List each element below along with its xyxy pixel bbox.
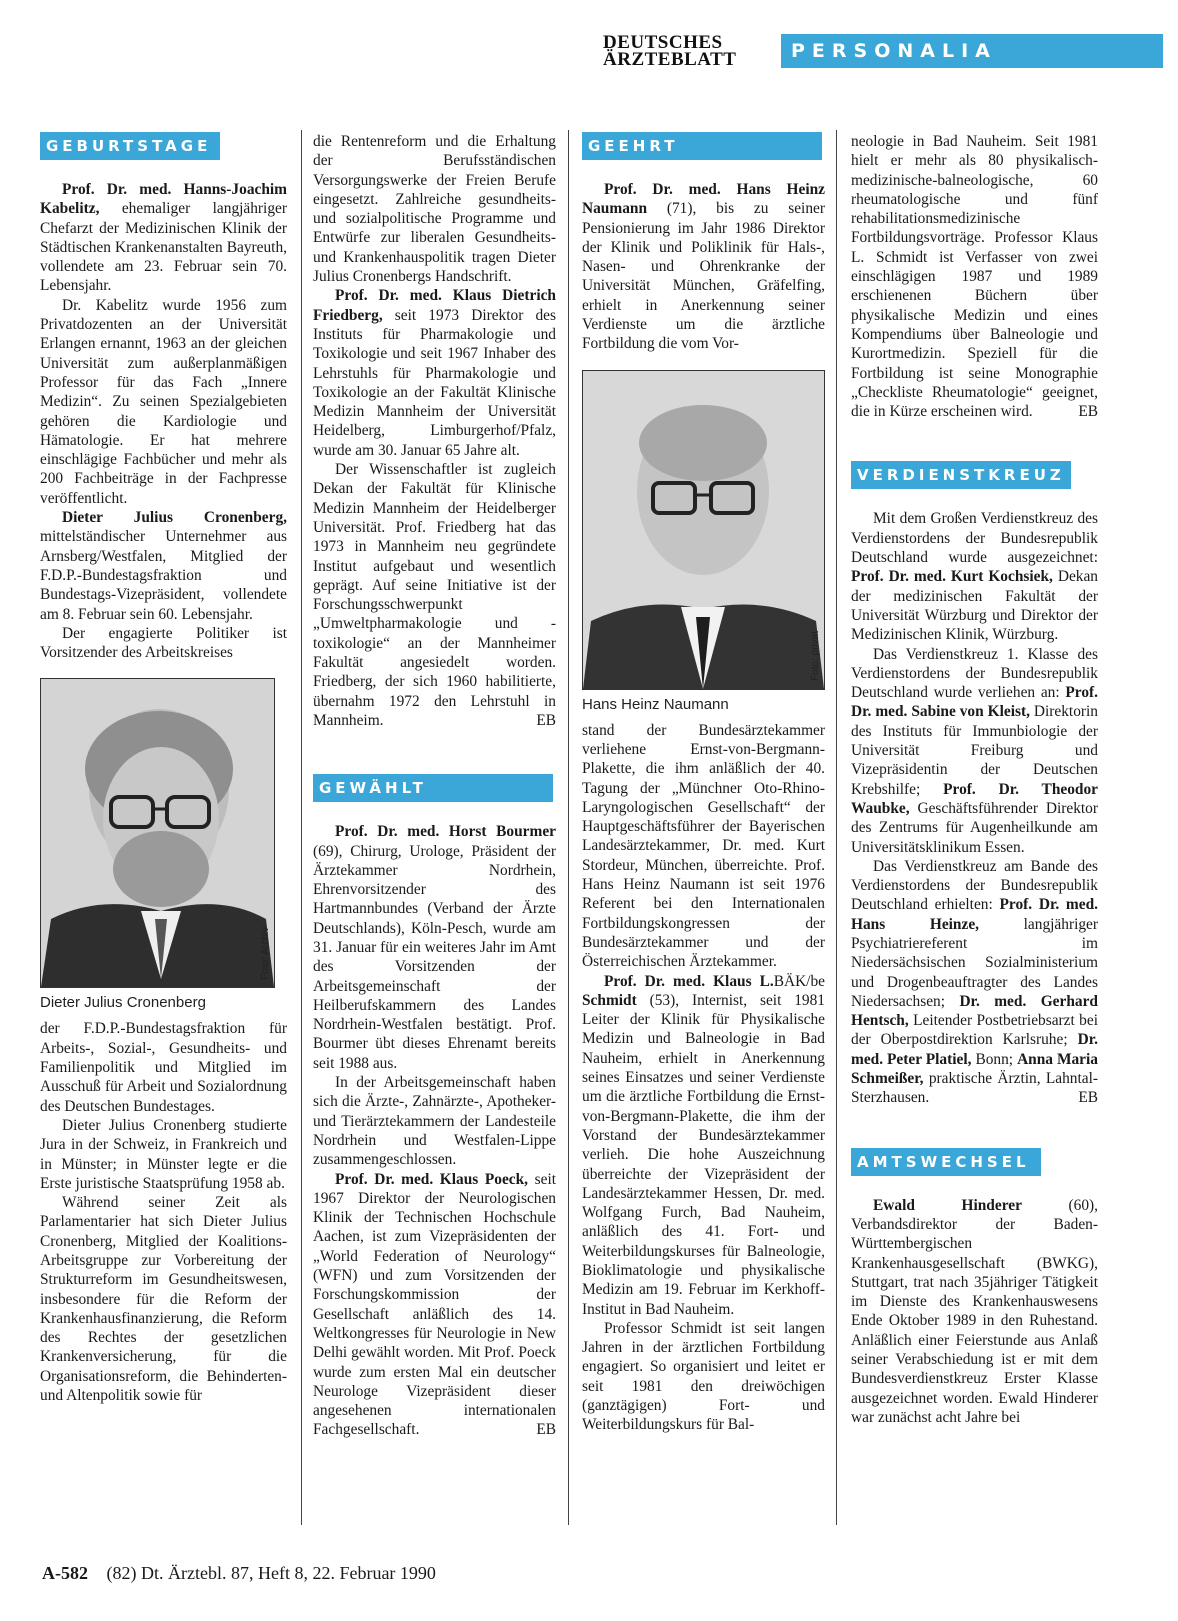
portrait-image bbox=[41, 679, 274, 987]
person-name: Prof. Dr. med. Hanns-Joachim Kabelitz, bbox=[40, 181, 287, 218]
section-header-verdienstkreuz: VERDIENSTKREUZ bbox=[851, 461, 1071, 489]
section-header-geehrt: GEEHRT bbox=[582, 132, 822, 160]
person-name: Dieter Julius Cronenberg, bbox=[62, 509, 287, 527]
person-name: Prof. Dr. med. Klaus Dietrich Friedberg, bbox=[313, 287, 556, 324]
column-2 bbox=[313, 132, 556, 1440]
article-paragraph: Professor Schmidt ist seit langen Jahren in der ärztlichen Fortbildung engagiert. So organisiert und leitet er seit 1981 den dreiwöchigen (ganztägigen) Fort- und Weiterbildungskurs für Bal- bbox=[582, 1319, 825, 1434]
article-paragraph: die Rentenreform und die Erhaltung der Berufsständischen Versorgungswerke der Freien Berufe eingesetzt. Zahlreiche gesundheits- und sozialpolitische Programme und Entwürfe zur liberalen Gesundheits- und Krankenhauspolitik tragen Dieter Julius Cronenbergs Handschrift. bbox=[313, 133, 556, 286]
column-rule bbox=[836, 130, 837, 1525]
page-number: A-582 bbox=[42, 1563, 88, 1583]
portrait-photo-naumann bbox=[582, 370, 825, 690]
article-paragraph: Prof. Dr. med. Klaus Dietrich Friedberg, seit 1973 Direktor des Instituts für Pharmakologie und Toxikologie und seit 1967 Inhaber des Lehrstuhls für Pharmakologie und Toxikologie an der Fakultät Klinische Medizin Mannheim der Universität Heidelberg, Limburgerhof/Pfalz, wurde am 30. Januar 65 Jahre alt. bbox=[313, 287, 556, 459]
person-name: Prof. Dr. med. Sabine von Kleist, bbox=[851, 684, 1098, 721]
author-signature: BÄK/be bbox=[773, 972, 825, 990]
logo-line-1: DEUTSCHES bbox=[603, 32, 723, 53]
article-paragraph: Dieter Julius Cronenberg, mittelständischer Unternehmer aus Arnsberg/Westfalen, Mitglied der F.D.P.-Bundestagsfraktion und Bundestags-Vizepräsident, vollendete am 8. Februar sein 60. Lebensjahr. bbox=[40, 509, 287, 623]
person-name: Dr. med. Gerhard Hentsch, bbox=[851, 992, 1098, 1030]
person-name: Ewald Hinderer bbox=[873, 1196, 1022, 1214]
article-paragraph: Prof. Dr. med. Hanns-Joachim Kabelitz, ehemaliger langjähriger Chefarzt der Medizinischen Klinik der Städtischen Krankenanstalten Bayreuth, vollendete am 23. Februar sein 70. Lebensjahr. bbox=[40, 181, 287, 295]
article-paragraph: Der engagierte Politiker ist Vorsitzender des Arbeitskreises bbox=[40, 624, 287, 662]
masthead bbox=[603, 34, 1163, 76]
page-footer bbox=[42, 1563, 436, 1584]
person-name: Prof. Dr. med. Klaus Poeck, bbox=[335, 1170, 529, 1188]
article-paragraph: stand der Bundesärztekammer verliehene Ernst-von-Bergmann-Plakette, die ihm anläßlich der 40. Tagung der „Münchner Oto-Rhino-Laryngologischen Gesellschaft“ der Hauptgeschäftsführer der Bayerischen Landesärztekammer, Dr. med. Kurt Stordeur, München, überreichte. Prof. Hans Heinz Naumann ist seit 1976 Referent bei den Internationalen Fortbildungskongressen der Bundesärztekammer und der Österreichischen Ärztekammer. BÄK/be bbox=[582, 721, 825, 990]
person-name: Prof. Dr. med. Hans Heinz Naumann bbox=[582, 181, 825, 218]
photo-credit: Foto: Archiv bbox=[260, 926, 271, 980]
person-name: Prof. Dr. med. Kurt Kochsiek, bbox=[851, 568, 1053, 586]
author-signature: EB bbox=[536, 1421, 556, 1439]
article-paragraph: Prof. Dr. med. Klaus Poeck, seit 1967 Direktor der Neurologischen Klinik der Technischen Hochschule Aachen, ist zum Vizepräsidenten der „World Federation of Neurology“ (WFN) und zum Vorsitzenden der Forschungskommission der Gesellschaft anläßlich des 14. Weltkongresses für Neurologie in New Delhi gewählt worden. Mit Prof. Poeck wurde zum ersten Mal ein deutscher Neurologe Vizepräsident dieser angesehenen internationalen Fachgesellschaft. EB bbox=[313, 1170, 556, 1439]
citation: (82) Dt. Ärztebl. 87, Heft 8, 22. Februar 1990 bbox=[106, 1563, 436, 1583]
column-3 bbox=[582, 132, 825, 1435]
article-paragraph: Mit dem Großen Verdienstkreuz des Verdienstordens der Bundesrepublik Deutschland wurde ausgezeichnet: Prof. Dr. med. Kurt Kochsiek, Dekan der medizinischen Fakultät der Universität Würzburg und Direktor der Medizinischen Klinik, Würzburg. bbox=[851, 510, 1099, 644]
person-name: Anna Maria Schmeißer, bbox=[851, 1050, 1098, 1088]
person-name: Prof. Dr. Theodor Waubke, bbox=[851, 780, 1098, 817]
article-paragraph: neologie in Bad Nauheim. Seit 1981 hielt er mehr als 80 physikalisch-medizinische-balneologische, 60 rheumatologische und fünf rehabilitationsmedizinische Fortbildungsvorträge. Professor Klaus L. Schmidt ist Verfasser von zwei einschlägigen 1987 und 1989 erschienenen Büchern über physikalische Medizin und eines Kompendiums über Balneologie und Kurortmedizin. Speziell für die Fortbildung ist seine Monographie „Checkliste Rheumatologie“ geeignet, die in Kürze erscheinen wird. EB bbox=[851, 133, 1098, 421]
column-4 bbox=[851, 132, 1098, 1427]
photo-credit: Foto: privat bbox=[810, 630, 821, 681]
person-name: Prof. Dr. med. Hans Heinze, bbox=[851, 896, 1098, 933]
article-paragraph: Prof. Dr. med. Klaus L. Schmidt (53), Internist, seit 1981 Leiter der Klinik für Physikalische Medizin und Balneologie in Bad Nauheim, erhielt in Anerkennung seines Einsatzes und seiner Verdienste um die ärztliche Fortbildung die Ernst-von-Bergmann-Plakette, die ihm der Vorstand der Bundesärztekammer verlieh. Die hohe Auszeichnung überreichte der Vizepräsident der Landesärztekammer Hessen, Dr. med. Wolfgang Furch, Bad Nauheim, anläßlich des 41. Fort- und Weiterbildungskurses für Balneologie, Bioklimatologie und physikalische Medizin am 19. Februar im Kerkhoff-Institut in Bad Nauheim. bbox=[582, 972, 825, 1318]
section-banner: PERSONALIA bbox=[781, 34, 1163, 68]
article-paragraph: Ewald Hinderer (60), Verbandsdirektor der Baden-Württembergischen Krankenhausgesellschaft (BWKG), Stuttgart, trat nach 35jähriger Tätigkeit im Dienste des Krankenhauswesens Ende Oktober 1989 in den Ruhestand. Anläßlich einer Feierstunde aus Anlaß seiner Verabschiedung ist er mit dem Bundesverdienstkreuz Erster Klasse ausgezeichnet worden. Ewald Hinderer war zunächst acht Jahre bei bbox=[851, 1196, 1099, 1426]
photo-caption: Hans Heinz Naumann bbox=[582, 695, 729, 713]
person-name: Dr. med. Peter Platiel, bbox=[851, 1031, 1098, 1068]
column-rule bbox=[301, 130, 302, 1525]
column-1 bbox=[40, 132, 287, 1405]
article-paragraph: Dieter Julius Cronenberg studierte Jura in der Schweiz, in Frankreich und in Münster; in Münster legte er die Erste juristische Staatsprüfung 1958 ab. bbox=[40, 1116, 287, 1192]
section-header-gewaehlt: GEWÄHLT bbox=[313, 774, 553, 802]
column-rule bbox=[568, 130, 569, 1525]
article-paragraph: Während seiner Zeit als Parlamentarier hat sich Dieter Julius Cronenberg, Mitglied der Koalitions-Arbeitsgruppe zur Vorbereitung der Strukturreform im Gesundheitswesen, insbesondere für die Reform der Krankenhausfinanzierung, die Reform des Rechtes der gesetzlichen Krankenversicherung, für die Organisationsreform, die Behinderten- und Altenpolitik sowie für bbox=[40, 1194, 287, 1405]
logo-line-2: ÄRZTEBLATT bbox=[603, 49, 737, 70]
article-paragraph: In der Arbeitsgemeinschaft haben sich die Ärzte-, Zahnärzte-, Apotheker- und Tierärztekammern der Landesteile Nordrhein und Westfalen-Lippe zusammengeschlossen. bbox=[313, 1074, 556, 1169]
author-signature: EB bbox=[1078, 1089, 1098, 1107]
article-paragraph: Der Wissenschaftler ist zugleich Dekan der Fakultät für Klinische Medizin Mannheim der Heidelberger Universität. Prof. Friedberg hat das 1973 in Mannheim neu gegründete Institut aufgebaut und wesentlich geprägt. Auf seine Initiative ist der Forschungsschwerpunkt „Umweltpharmakologie und -toxikologie“ an der Mannheimer Fakultät angesiedelt worden. Friedberg, der sich 1960 habilitierte, übernahm 1972 den Lehrstuhl in Mannheim. EB bbox=[313, 461, 556, 729]
article-paragraph: Prof. Dr. med. Hans Heinz Naumann (71), bis zu seiner Pensionierung im Jahr 1986 Direktor der Klinik und Poliklinik für Hals-, Nasen- und Ohrenkranke der Universität München, Gräfelfing, erhielt in Anerkennung seiner Verdienste um die ärztliche Fortbildung die vom Vor- bbox=[582, 181, 825, 353]
article-paragraph: Das Verdienstkreuz am Bande des Verdienstordens der Bundesrepublik Deutschland erhielten: Prof. Dr. med. Hans Heinze, langjähriger Psychiatriereferent im Niedersächsischen Sozialministerium und Drogenbeauftragter des Landes Niedersachsen; Dr. med. Gerhard Hentsch, Leitender Postbetriebsarzt bei der Oberpostdirektion Karlsruhe; Dr. med. Peter Platiel, Bonn; Anna Maria Schmeißer, praktische Ärztin, Lahntal-Sterzhausen. EB bbox=[851, 857, 1099, 1107]
person-name: Prof. Dr. med. Klaus L. Schmidt bbox=[582, 972, 774, 1009]
article-paragraph: der F.D.P.-Bundestagsfraktion für Arbeits-, Sozial-, Gesundheits- und Familienpolitik und Mitglied im Ausschuß für Arbeit und Sozialordnung des Deutschen Bundestages. bbox=[40, 1020, 287, 1115]
person-name: Prof. Dr. med. Horst Bourmer bbox=[335, 823, 556, 841]
photo-caption: Dieter Julius Cronenberg bbox=[40, 994, 206, 1012]
article-paragraph: Prof. Dr. med. Horst Bourmer (69), Chirurg, Urologe, Präsident der Ärztekammer Nordrhein, Ehrenvorsitzender des Hartmannbundes (Verband der Ärzte Deutschlands), Köln-Pesch, wurde am 31. Januar für ein weiteres Jahr im Amt des Vorsitzenden der Arbeitsgemeinschaft der Heilberufskammern des Landes Nordrhein-Westfalen bestätigt. Prof. Bourmer übt dieses Ehrenamt bereits seit 1988 aus. bbox=[313, 823, 556, 1072]
article-paragraph: Das Verdienstkreuz 1. Klasse des Verdienstordens der Bundesrepublik Deutschland wurde verliehen an: Prof. Dr. med. Sabine von Kleist, Direktorin des Instituts für Immunbiologie der Universität Freiburg und Vizepräsidentin der Deutschen Krebshilfe; Prof. Dr. Theodor Waubke, Geschäftsführender Direktor des Zentrums für Augenheilkunde am Universitätsklinikum Essen. bbox=[851, 645, 1099, 856]
author-signature: EB bbox=[536, 711, 556, 729]
section-header-geburtstage: GEBURTSTAGE bbox=[40, 132, 220, 160]
author-signature: EB bbox=[1078, 403, 1098, 421]
portrait-photo-cronenberg bbox=[40, 678, 275, 988]
portrait-image bbox=[583, 371, 824, 689]
section-header-amtswechsel: AMTSWECHSEL bbox=[851, 1148, 1041, 1176]
journal-logo bbox=[603, 34, 778, 68]
article-paragraph: Dr. Kabelitz wurde 1956 zum Privatdozenten an der Universität Erlangen ernannt, 1963 an der gleichen Universität zum außerplanmäßigen Professor für das Fach „Innere Medizin“. Zu seinen Spezialgebieten gehören die Kardiologie und Hämatologie. Er hat mehrere einschlägige Fachbücher und mehr als 200 Fachbeiträge in der Fachpresse veröffentlicht. bbox=[40, 296, 287, 507]
